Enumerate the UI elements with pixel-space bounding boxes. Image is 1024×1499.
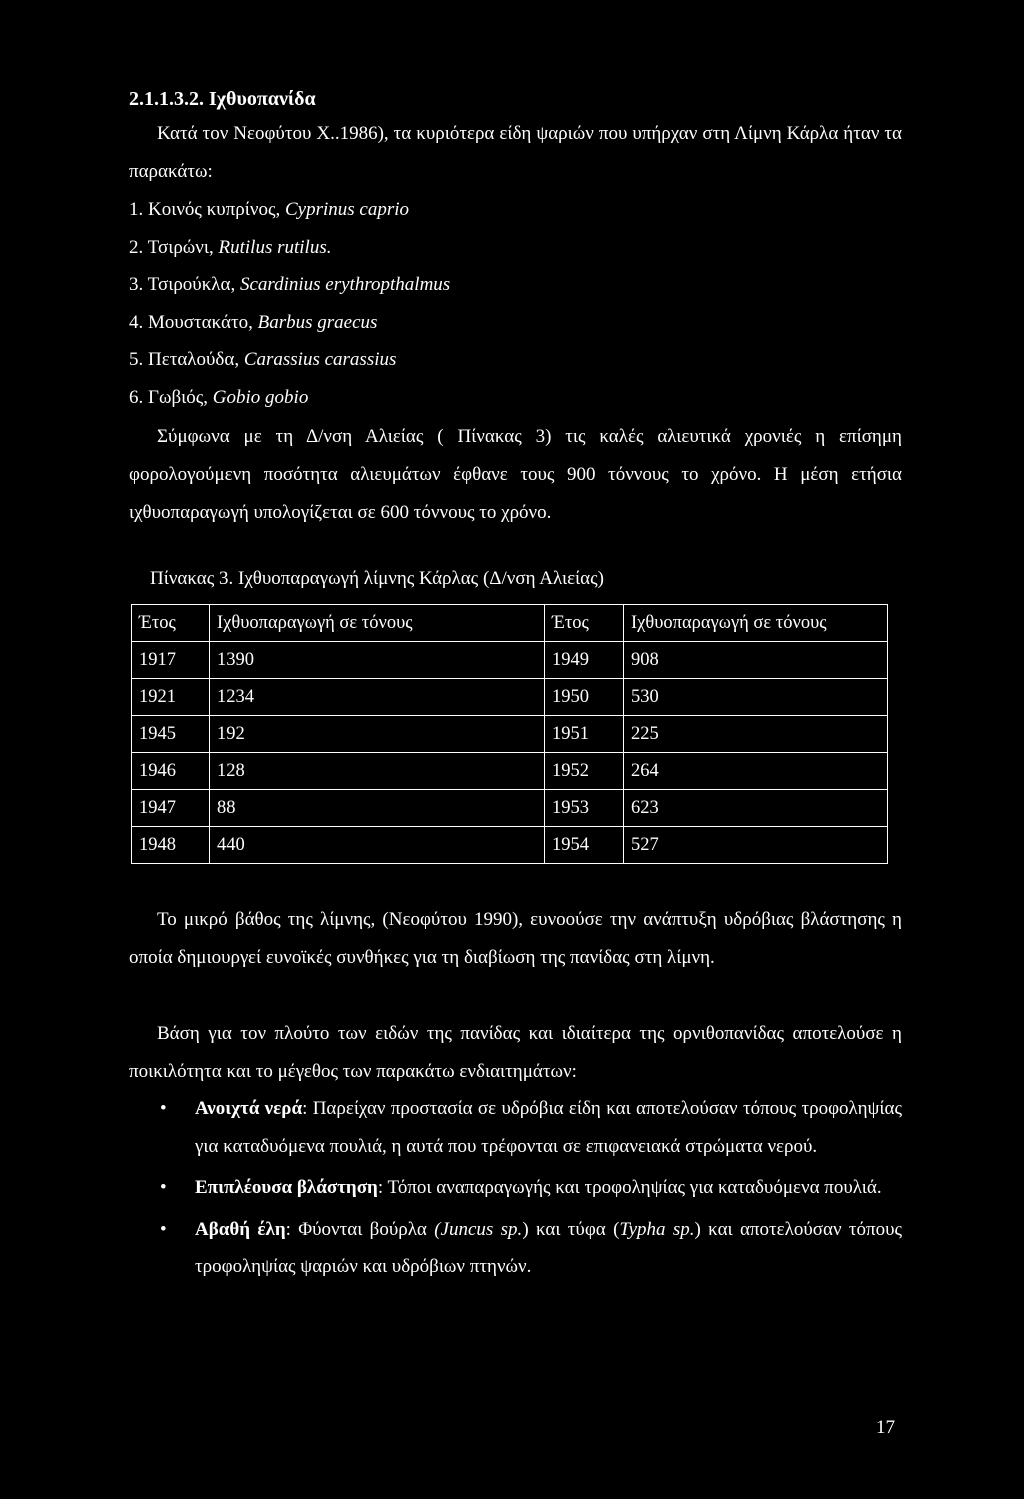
table-cell: 1954 [545, 827, 624, 864]
table-cell: 530 [624, 679, 888, 716]
list-item: • Επιπλέουσα βλάστηση: Τόποι αναπαραγωγής και τροφοληψίας για καταδυόμενα πουλιά. [129, 1169, 902, 1207]
table-cell: 1921 [132, 679, 210, 716]
table-cell: 1949 [545, 642, 624, 679]
section-title: Ιχθυοπανίδα [209, 88, 316, 110]
table-row [132, 753, 888, 790]
table-cell: 88 [210, 790, 545, 827]
header-cell: Έτος [132, 605, 210, 642]
header-cell: Ιχθυοπαραγωγή σε τόνους [624, 605, 888, 642]
table-cell: 1947 [132, 790, 210, 827]
list-item: • Αβαθή έλη: Φύονται βούρλα (Juncus sp.) και τύφα (Typha sp.) και αποτελούσαν τόπους τροφοληψίας ψαριών και υδρόβιων πτηνών. [129, 1211, 902, 1286]
habitat-term: Ανοιχτά νερά [195, 1098, 303, 1119]
section-number: 2.1.1.3.2. [129, 88, 204, 110]
table-cell: 1946 [132, 753, 210, 790]
bullet-icon: • [160, 1098, 167, 1119]
table-cell: 192 [210, 716, 545, 753]
list-item: 3. Τσιρούκλα, Scardinius erythropthalmus [129, 274, 451, 296]
intro-paragraph: Κατά τον Νεοφύτου Χ..1986), τα κυριότερα είδη ψαριών που υπήρχαν στη Λίμνη Κάρλα ήταν τα παρακάτω: [129, 123, 902, 182]
page-number: 17 [876, 1417, 895, 1438]
table-cell: 1952 [545, 753, 624, 790]
table-cell: 225 [624, 716, 888, 753]
list-item: 2. Τσιρώνι, Rutilus rutilus. [129, 236, 332, 258]
table-cell: 1950 [545, 679, 624, 716]
table-row [132, 716, 888, 753]
table-row [132, 827, 888, 864]
list-item: 5. Πεταλούδα, Carassius carassius [129, 349, 397, 371]
table-cell: 128 [210, 753, 545, 790]
fishery-paragraph: Σύμφωνα με τη Δ/νση Αλιείας ( Πίνακας 3) τις καλές αλιευτικά χρονιές η επίσημη φορολογούμενη ποσότητα αλιευμάτων έφθανε τους 900 τόννους το χρόνο. Η μέση ετήσια ιχθυοπαραγωγή υπολογίζεται σε 600 τόννους το χρόνο. [129, 426, 902, 523]
table-cell: 527 [624, 827, 888, 864]
table-cell: 1390 [210, 642, 545, 679]
bullet-icon: • [160, 1177, 167, 1199]
table-caption: Πίνακας 3. Ιχθυοπαραγωγή λίμνης Κάρλας (Δ/νση Αλιείας) [150, 568, 604, 589]
table-cell: 1234 [210, 679, 545, 716]
table-cell: 1945 [132, 716, 210, 753]
list-item: • Ανοιχτά νερά: Παρείχαν προστασία σε υδρόβια είδη και αποτελούσαν τόπους τροφοληψίας για καταδυόμενα πουλιά, η αυτά που τρέφονται σε επιφανειακά στρώματα νερού. [129, 1090, 902, 1165]
species-list [129, 191, 450, 417]
list-item: 1. Κοινός κυπρίνος, Cyprinus caprio [129, 199, 410, 220]
table-row [132, 790, 888, 827]
table-cell: 1948 [132, 827, 210, 864]
habitat-term: Αβαθή έλη [195, 1218, 286, 1240]
table-row [132, 679, 888, 716]
header-cell: Ιχθυοπαραγωγή σε τόνους [210, 605, 545, 642]
list-item: 6. Γωβιός, Gobio gobio [129, 386, 309, 408]
habitats-intro-paragraph: Βάση για τον πλούτο των ειδών της πανίδας και ιδιαίτερα της ορνιθοπανίδας αποτελούσε η ποικιλότητα και το μέγεθος των παρακάτω ενδιαιτημάτων: [129, 1023, 902, 1082]
vegetation-paragraph: Το μικρό βάθος της λίμνης, (Νεοφύτου 1990), ευνοούσε την ανάπτυξη υδρόβιας βλάστησης η οποία δημιουργεί ευνοϊκές συνθήκες για τη διαβίωση της πανίδας στη λίμνη. [129, 909, 902, 968]
list-item: 4. Μουστακάτο, Barbus graecus [129, 311, 378, 333]
habitats-list [129, 1090, 902, 1290]
table-cell: 1951 [545, 716, 624, 753]
table-header-row [132, 605, 888, 642]
table-cell: 1953 [545, 790, 624, 827]
habitat-term: Επιπλέουσα βλάστηση [195, 1177, 378, 1199]
table-row [132, 642, 888, 679]
header-cell: Έτος [545, 605, 624, 642]
table-cell: 623 [624, 790, 888, 827]
table-cell: 908 [624, 642, 888, 679]
table-cell: 264 [624, 753, 888, 790]
table-cell: 440 [210, 827, 545, 864]
bullet-icon: • [160, 1218, 167, 1240]
table-cell: 1917 [132, 642, 210, 679]
fish-production-table [131, 604, 888, 864]
section-heading [129, 88, 316, 111]
